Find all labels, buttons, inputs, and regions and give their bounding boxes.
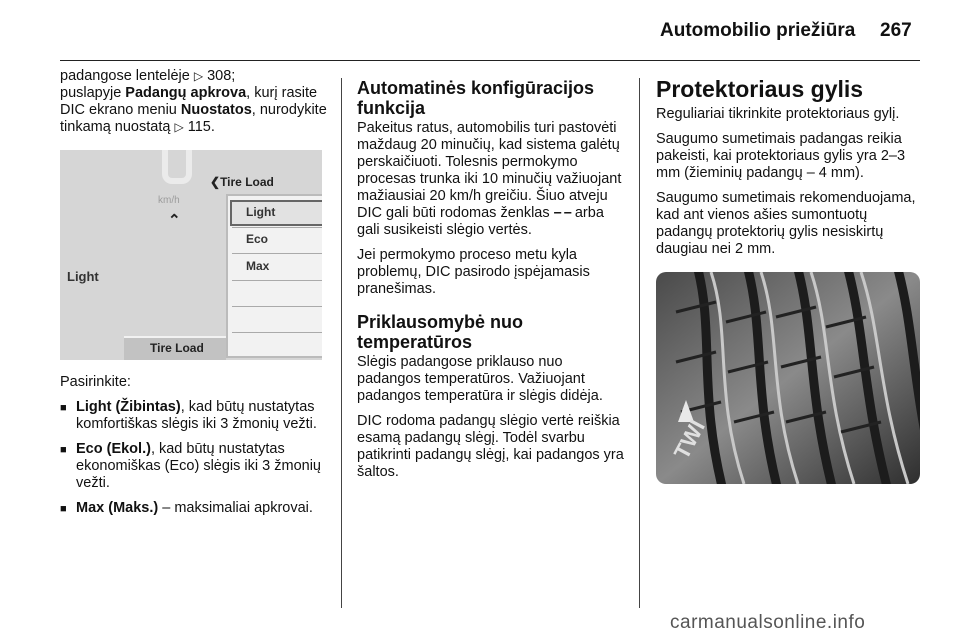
option-eco-text: , kad būtų nustatytas ekonomiškas (Eco) slėgis iki 3 žmonių vežti. [76,441,321,491]
site-watermark: carmanualsonline.info [670,612,866,633]
dic-display-figure [60,150,322,360]
triangle-right-icon: ▷ [174,120,184,134]
option-light-text: , kad būtų nustatytas komfortiškas slėgis iki 3 žmonių vežti. [76,399,317,432]
column-1 [60,68,330,525]
section-title: Automobilio priežiūra [660,20,856,41]
column-3 [656,68,926,484]
temperature-paragraph-1: Slėgis padangose priklauso nuo padangos temperatūros. Važiuojant padangos temperatūra ir slėgis didėja. [357,354,603,404]
menu-item-eco: Eco [246,232,269,246]
chevron-left-icon: ❮ [210,175,221,189]
intro-text-4: , nurodykite tinkamą nuostatą [60,102,327,135]
chevron-up-icon: ⌃ [168,212,181,229]
auto-config-text-b: arba gali susikeisti slėgio vertės. [357,205,604,238]
tread-paragraph-3: Saugumo sumetimais rekomenduojama, kad ant vienos ašies sumontuotų padangų protektorių gylis nesiskirtų daugiau nei 2 mm. [656,190,916,257]
page-ref-2: 115. [187,119,215,135]
temperature-heading: Priklausomybė nuo temperatūros [357,312,524,352]
column-2 [357,68,627,489]
menu-row-divider [232,253,322,254]
intro-text-2: puslapyje [60,85,126,101]
menu-row-divider [232,306,322,307]
intro-text-3: , kurį rasite DIC ekrano meniu [60,85,318,118]
auto-config-paragraph [357,120,627,239]
tire-load-bottom-label: Tire Load [150,341,204,355]
option-max [60,500,330,517]
twi-marking: TWI [668,415,710,464]
option-light-name: Light (Žibintas) [76,399,181,415]
column-divider-1 [341,78,342,608]
column-divider-2 [639,78,640,608]
intro-paragraph [60,68,330,136]
tyre-tread-figure [656,272,920,484]
menu-selection-highlight [230,200,322,226]
tire-load-title [210,174,274,191]
menu-panel [226,194,322,358]
option-max-name: Max (Maks.) [76,500,159,516]
header-divider [60,60,920,61]
speed-digit-graphic [162,150,192,184]
menu-row-divider [232,332,322,333]
tread-depth-heading: Protektoriaus gylis [656,76,864,102]
option-eco-name: Eco (Ekol.) [76,441,151,457]
settings-term: Nuostatos [180,102,252,118]
menu-row-divider [232,227,322,228]
auto-config-text-a: Pakeitus ratus, automobilis turi pastovėti maždaug 20 minučių, kad sistema galėtų perskaičiuoti. Tolesnis permokymo procesas trunka iki 10 minučių važiuojant mažiausiai 20 km/h greičiu. Šiuo atveju DIC gali būti rodomas ženklas [357,120,622,221]
menu-row-divider [232,280,322,281]
tread-paragraph-2: Saugumo sumetimais padangas reikia pakeisti, kai protektoriaus gylis yra 2–3 mm (žieminių padangų – 4 mm). [656,131,906,181]
option-light [60,399,330,433]
tire-load-title-text: Tire Load [220,175,274,189]
intro-text-1: padangose lentelėje [60,68,194,84]
option-eco [60,441,330,492]
speed-unit-label: km/h [158,195,180,206]
page-number: 267 [880,20,912,41]
option-max-text: – maksimaliai apkrovai. [158,500,313,516]
relearn-problem-paragraph: Jei permokymo proceso metu kyla problemų, DIC pasirodo įspėjamasis pranešimas. [357,247,590,297]
select-label: Pasirinkite: [60,374,131,390]
temperature-paragraph-2: DIC rodoma padangų slėgio vertė reiškia esamą padangų slėgį. Todėl svarbu patikrinti padangų slėgį, kai padangos yra šaltos. [357,413,624,480]
dash-symbol: – – [553,205,571,221]
menu-item-max: Max [246,259,270,273]
page-header [0,0,960,62]
menu-item-light: Light [246,205,276,219]
current-value-label: Light [67,269,99,284]
auto-config-heading: Automatinės konfigūracijos funkcija [357,78,595,118]
triangle-right-icon: ▷ [193,69,204,83]
tire-load-term: Padangų apkrova [125,85,247,101]
tread-paragraph-1: Reguliariai tikrinkite protektoriaus gylį. [656,106,900,122]
page-ref-1: 308; [207,68,236,84]
